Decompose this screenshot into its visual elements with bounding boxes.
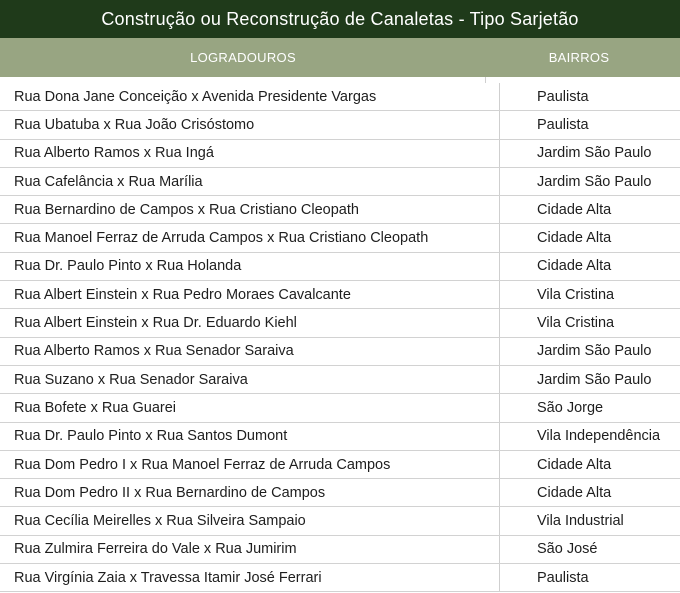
district-cell: Cidade Alta — [500, 450, 680, 478]
table-row — [0, 394, 680, 422]
table-row — [0, 507, 680, 535]
table-row — [0, 111, 680, 139]
district-cell: Cidade Alta — [500, 252, 680, 280]
table-row — [0, 139, 680, 167]
district-cell: Jardim São Paulo — [500, 139, 680, 167]
street-cell: Rua Manoel Ferraz de Arruda Campos x Rua Cristiano Cleopath — [0, 224, 500, 252]
district-cell: São José — [500, 535, 680, 563]
street-cell: Rua Alberto Ramos x Rua Ingá — [0, 139, 500, 167]
table-row — [0, 535, 680, 563]
district-cell: Paulista — [500, 83, 680, 111]
district-cell: Jardim São Paulo — [500, 365, 680, 393]
district-cell: Vila Industrial — [500, 507, 680, 535]
table-row — [0, 564, 680, 592]
district-cell: Paulista — [500, 111, 680, 139]
column-header-logradouros: LOGRADOUROS — [190, 50, 296, 65]
table-row — [0, 479, 680, 507]
district-cell: Vila Independência — [500, 422, 680, 450]
street-cell: Rua Bernardino de Campos x Rua Cristiano Cleopath — [0, 196, 500, 224]
district-cell: Cidade Alta — [500, 224, 680, 252]
streets-table — [0, 83, 680, 592]
street-cell: Rua Alberto Ramos x Rua Senador Saraiva — [0, 337, 500, 365]
column-header-bairros: BAIRROS — [548, 50, 610, 65]
table-row — [0, 167, 680, 195]
street-cell: Rua Dr. Paulo Pinto x Rua Holanda — [0, 252, 500, 280]
street-cell: Rua Dr. Paulo Pinto x Rua Santos Dumont — [0, 422, 500, 450]
table-row — [0, 422, 680, 450]
table-row — [0, 450, 680, 478]
street-cell: Rua Suzano x Rua Senador Saraiva — [0, 365, 500, 393]
table-row — [0, 196, 680, 224]
street-cell: Rua Zulmira Ferreira do Vale x Rua Jumirim — [0, 535, 500, 563]
table-row — [0, 83, 680, 111]
table-row — [0, 224, 680, 252]
district-cell: Paulista — [500, 564, 680, 592]
district-cell: Vila Cristina — [500, 309, 680, 337]
table-row — [0, 252, 680, 280]
district-cell: São Jorge — [500, 394, 680, 422]
district-cell: Jardim São Paulo — [500, 337, 680, 365]
district-cell: Jardim São Paulo — [500, 167, 680, 195]
street-cell: Rua Dom Pedro II x Rua Bernardino de Campos — [0, 479, 500, 507]
street-cell: Rua Bofete x Rua Guarei — [0, 394, 500, 422]
page-title: Construção ou Reconstrução de Canaletas - Tipo Sarjetão — [0, 0, 680, 38]
street-cell: Rua Dona Jane Conceição x Avenida Presidente Vargas — [0, 83, 500, 111]
district-cell: Cidade Alta — [500, 479, 680, 507]
table-row — [0, 365, 680, 393]
street-cell: Rua Dom Pedro I x Rua Manoel Ferraz de Arruda Campos — [0, 450, 500, 478]
street-cell: Rua Ubatuba x Rua João Crisóstomo — [0, 111, 500, 139]
district-cell: Cidade Alta — [500, 196, 680, 224]
table-row — [0, 337, 680, 365]
table-header — [0, 38, 680, 77]
street-cell: Rua Albert Einstein x Rua Pedro Moraes Cavalcante — [0, 281, 500, 309]
street-cell: Rua Cecília Meirelles x Rua Silveira Sampaio — [0, 507, 500, 535]
street-cell: Rua Albert Einstein x Rua Dr. Eduardo Kiehl — [0, 309, 500, 337]
district-cell: Vila Cristina — [500, 281, 680, 309]
table-row — [0, 281, 680, 309]
street-cell: Rua Virgínia Zaia x Travessa Itamir José Ferrari — [0, 564, 500, 592]
table-row — [0, 309, 680, 337]
street-cell: Rua Cafelância x Rua Marília — [0, 167, 500, 195]
